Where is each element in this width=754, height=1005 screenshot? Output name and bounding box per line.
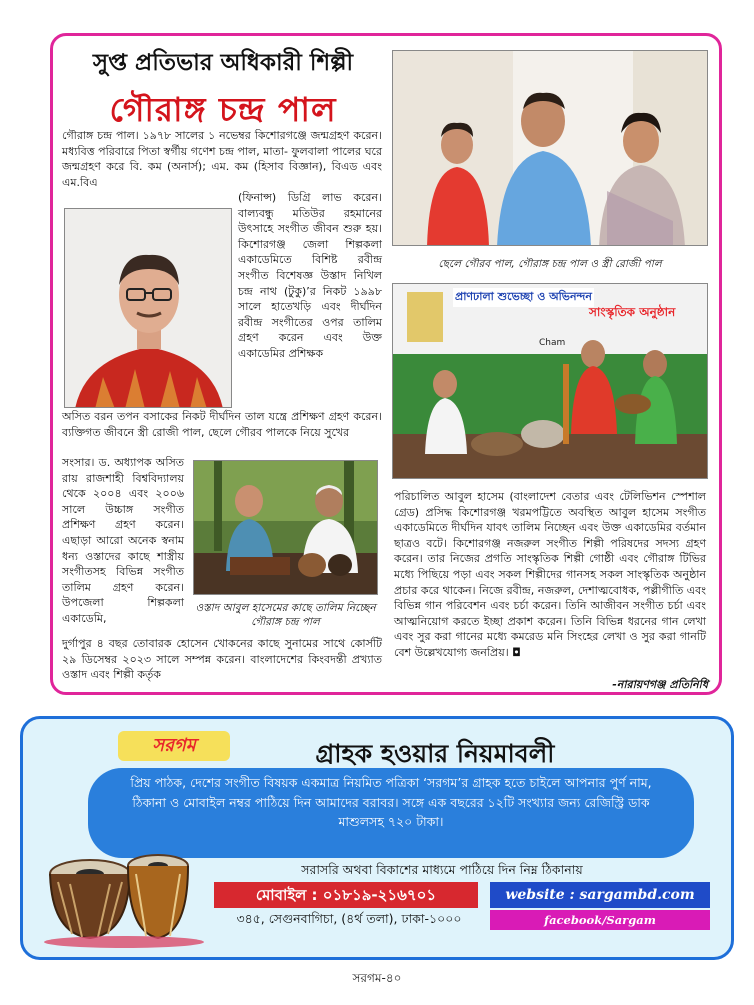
- website-link[interactable]: website : sargambd.com: [490, 882, 710, 908]
- subscription-title: গ্রাহক হওয়ার নিয়মাবলী: [315, 739, 555, 768]
- portrait-photo: [64, 208, 232, 408]
- page-number: সরগম-৪০: [352, 971, 402, 985]
- stage-banner-greeting: প্রাণঢালা শুভেচ্ছা ও অভিনন্দন: [453, 288, 594, 307]
- stage-banner-fragment: Cham: [539, 338, 566, 348]
- article-paragraph-academy: দুর্গাপুর ৪ বছর তোবারক হোসেন খোকনের কাছে সুনামের সাথে কোর্সটি ২৯ ডিসেম্বর ২০২৩ সালে সম্পন্ন করেন। বাংলাদেশের কিংবদন্তী প্রখ্যাত ওস্তাদ এবং শিল্পী কর্তৃক: [62, 637, 382, 682]
- article-paragraph-career: পরিচালিত আবুল হাসেম (বাংলাদেশ বেতার এবং টেলিভিশন স্পেশাল গ্রেড) প্রসিদ্ধ কিশোরগঞ্জ খরমপট্টিতে অবস্থিত আবুল হাসেম সংগীত একাডেমিতে দীর্ঘদিন যাবৎ তালিম নিচ্ছেন এবং উক্ত একাডেমির বর্তমান ছাত্রও বটে। কিশোরগঞ্জ নজরুল সংগীত শিল্পী পরিষদের সদস্য গ্রহণ করেন। তার নিজের প্রগতি সাংস্কৃতিক শিল্পী গোষ্ঠী এবং গৌরাঙ্গ টিভির মধ্যে পিছিয়ে পড়া এবং সকল শিল্পীদের গানসহ সকল সাংস্কৃতিক অনুষ্ঠান প্রচার করে থাকেন। নিজে রবীন্দ্র, নজরুল, দেশাত্মবোধক, পল্লীগীতি এবং বিভিন্ন গান পরিবেশন এবং চর্চা করেন। তিনি আজীবন সংগীত চর্চা এবং আত্মনিয়োগ করতে ইচ্ছা প্রকাশ করেন। তিনি বিভিন্ন ধরনের গান লেখা এবং সুর করা গানের মধ্যে কমরেড মনি সিংহের লেখা ও সুর করা গানটি বেশ উল্লেখযোগ্য জনপ্রিয়। ◘: [394, 490, 706, 659]
- headline-kicker: সুপ্ত প্রতিভার অধিকারী শিল্পী: [92, 50, 354, 76]
- payment-instruction: সরাসরি অথবা বিকাশের মাধ্যমে পাঠিয়ে দিন নিম্ন ঠিকানায়: [301, 862, 583, 877]
- stage-photo: [392, 283, 708, 479]
- subscription-info: প্রিয় পাঠক, দেশের সংগীত বিষয়ক একমাত্র নিয়মিত পত্রিকা ‘সরগম’র গ্রাহক হতে চাইলে আপনার পুর্ণ নাম, ঠিকানা ও মোবাইল নম্বর পাঠিয়ে দিন আমাদের বরাবর। সঙ্গে এক বছরের ১২টি সংখ্যার জন্য রেজিস্ট্রি ডাক মাশুলসহ ৭২০ টাকা।: [130, 775, 652, 829]
- article-paragraph-intro: গৌরাঙ্গ চন্দ্র পাল। ১৯৭৮ সালের ১ নভেম্বর কিশোরগঞ্জে জন্মগ্রহণ করেন। মধ্যবিত্ত পরিবারে পিতা স্বর্গীয় গণেশ চন্দ্র পাল, মাতা- ফুলবালা পালের ঘরে জন্মগ্রহণ করে বি. কম (অনার্স); এম. কম (হিসাব বিজ্ঞান), বিএড এবং এম.বিএ: [62, 129, 382, 189]
- article-paragraph-side: (ফিনান্স) ডিগ্রি লাভ করেন। বাল্যবন্ধু মতিউর রহমানের উৎসাহে সংগীত জীবন শুরু হয়। কিশোরগঞ্জ জেলা শিল্পকলা একাডেমিতে বিশিষ্ট রবীন্দ্র সংগীত বিশেষজ্ঞ উস্তাদ নিখিল চন্দ্র নাথ (টুকু)’র নিকট ১৯৯৮ সালে হাতেখড়ি এবং দীর্ঘদিন রবীন্দ্র সংগীতের ওপর তালিম গ্রহণ করেন এবং উক্ত একাডেমির প্রশিক্ষক: [238, 191, 382, 360]
- tabla-drums-image: [40, 838, 208, 950]
- article-byline: -নারায়ণগঞ্জ প্রতিনিধি: [612, 678, 708, 691]
- teacher-photo: [193, 460, 378, 595]
- postal-address: ৩৪৫, সেগুনবাগিচা, (৪র্থ তলা), ঢাকা-১০০০: [236, 911, 462, 926]
- mobile-number[interactable]: মোবাইল : ০১৮১৯-২১৬৭০১: [214, 882, 478, 908]
- article-paragraph-training: সংসার। ড. অধ্যাপক অসিত রায় রাজশাহী বিশ্ববিদ্যালয় থেকে ২০০৪ এবং ২০০৬ সালে উচ্চাঙ্গ সংগীত প্রশিক্ষণ গ্রহণ করেন। এছাড়া আরো অনেক স্বনাম ধন্য ওস্তাদের কাছে শাস্ত্রীয় সংগীতসহ বিভিন্ন সংগীত তালিম গ্রহণ করেন। উপজেলা শিল্পকলা একাডেমি,: [62, 456, 184, 625]
- facebook-link[interactable]: facebook/Sargam: [490, 910, 710, 930]
- sargam-logo-text: সরগম: [152, 735, 196, 756]
- headline-name: গৌরাঙ্গ চন্দ্র পাল: [109, 90, 337, 129]
- family-photo-caption: ছেলে গৌরব পাল, গৌরাঙ্গ চন্দ্র পাল ও স্ত্রী রোজী পাল: [438, 258, 662, 270]
- family-photo: [392, 50, 708, 246]
- stage-banner-event: সাংস্কৃতিক অনুষ্ঠান: [589, 305, 676, 319]
- teacher-photo-caption: ওস্তাদ আবুল হাসেমের কাছে তালিম নিচ্ছেন গৌরাঙ্গ চন্দ্র পাল: [195, 602, 376, 628]
- article-paragraph-family: অসিত বরন তপন বসাকের নিকট দীর্ঘদিন তাল যন্ত্রে প্রশিক্ষণ গ্রহণ করেন। ব্যক্তিগত জীবনে স্ত্রী রোজী পাল, ছেলে গৌরব পালকে নিয়ে সুখের: [62, 410, 382, 439]
